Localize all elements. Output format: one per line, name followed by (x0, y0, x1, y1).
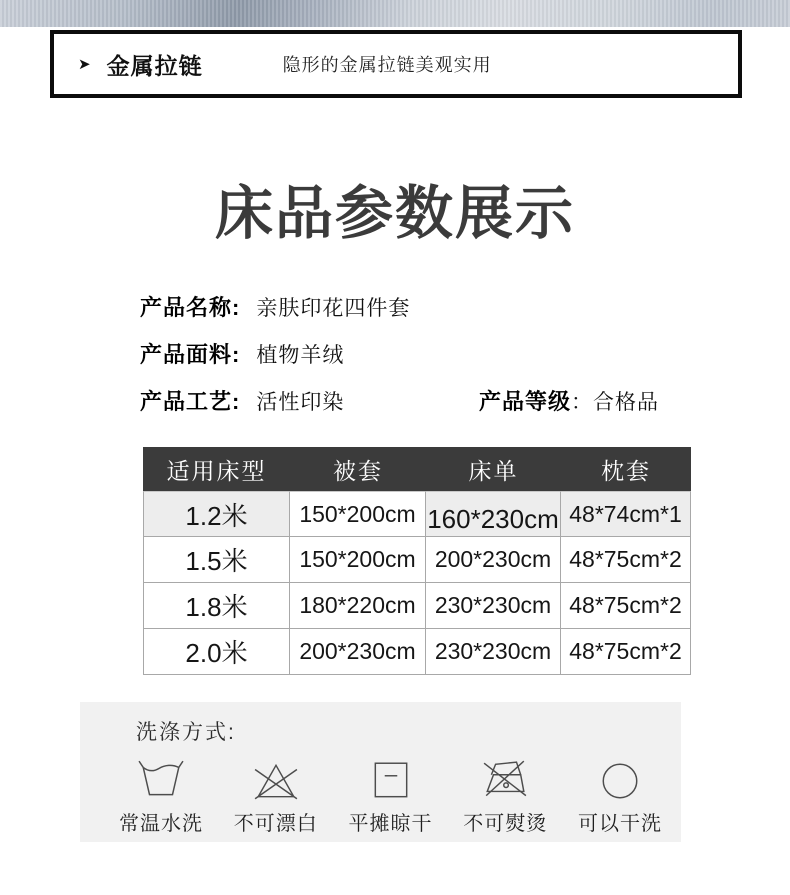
table-cell: 150*200cm (290, 491, 426, 537)
washtub-icon (138, 758, 184, 804)
washing-item-label: 不可熨烫 (463, 813, 548, 835)
banner-title: 金属拉链 (106, 52, 203, 79)
table-cell: 1.2米 (143, 491, 290, 537)
washing-items (80, 758, 681, 836)
table-cell: 230*230cm (426, 583, 561, 629)
arrowhead-icon: ➤ (78, 55, 91, 73)
table-cell: 1.8米 (143, 583, 290, 629)
table-cell: 180*220cm (290, 583, 426, 629)
flat-dry-icon (368, 758, 414, 804)
table-cell: 48*74cm*1 (561, 491, 691, 537)
spec-label: 产品工艺: (140, 389, 241, 414)
spec-label: 产品面料: (140, 342, 241, 367)
washing-item (573, 758, 667, 836)
size-table (143, 447, 691, 675)
table-cell: 48*75cm*2 (561, 629, 691, 675)
spec-value: 活性印染 (256, 391, 345, 414)
table-cell: 2.0米 (143, 629, 290, 675)
table-header-cell: 适用床型 (143, 447, 290, 491)
spec-value: 亲肤印花四件套 (256, 297, 411, 320)
feature-banner (50, 30, 742, 98)
spec-value: ：合格品 (571, 391, 660, 414)
spec-row-fabric (140, 341, 740, 371)
table-cell: 1.5米 (143, 537, 290, 583)
spec-label: 产品等级 (479, 389, 572, 414)
table-cell (426, 491, 561, 537)
table-header-cell: 被套 (290, 447, 426, 491)
washing-item-label: 平摊晾干 (348, 813, 433, 835)
washing-item-label: 常温水洗 (119, 813, 203, 835)
table-cell: 150*200cm (290, 537, 426, 583)
spec-row-grade (479, 388, 659, 419)
washing-instructions-panel (80, 702, 681, 842)
table-cell: 200*230cm (426, 537, 561, 583)
washing-item (229, 758, 323, 836)
washing-item (344, 758, 438, 836)
dry-clean-icon (597, 758, 643, 804)
table-cell: 200*230cm (290, 629, 426, 675)
table-cell-text: 160*230cm (427, 503, 559, 534)
fabric-photo-strip (0, 0, 790, 27)
table-header-cell: 枕套 (561, 447, 691, 491)
washing-title: 洗涤方式: (136, 721, 236, 744)
table-cell: 230*230cm (426, 629, 561, 675)
spec-value: 植物羊绒 (256, 344, 345, 367)
washing-item (114, 758, 208, 836)
spec-row-craft (140, 388, 740, 418)
no-bleach-icon (253, 758, 299, 804)
washing-item-label: 不可漂白 (233, 813, 318, 835)
table-cell: 48*75cm*2 (561, 583, 691, 629)
washing-item (458, 758, 552, 836)
spec-row-name (140, 294, 740, 324)
page-title: 床品参数展示 (214, 181, 575, 246)
washing-item-label: 可以干洗 (578, 813, 662, 835)
spec-label: 产品名称: (140, 295, 241, 320)
banner-description: 隐形的金属拉链美观实用 (282, 55, 492, 75)
no-iron-icon (482, 758, 528, 804)
table-header-cell: 床单 (426, 447, 561, 491)
table-cell: 48*75cm*2 (561, 537, 691, 583)
